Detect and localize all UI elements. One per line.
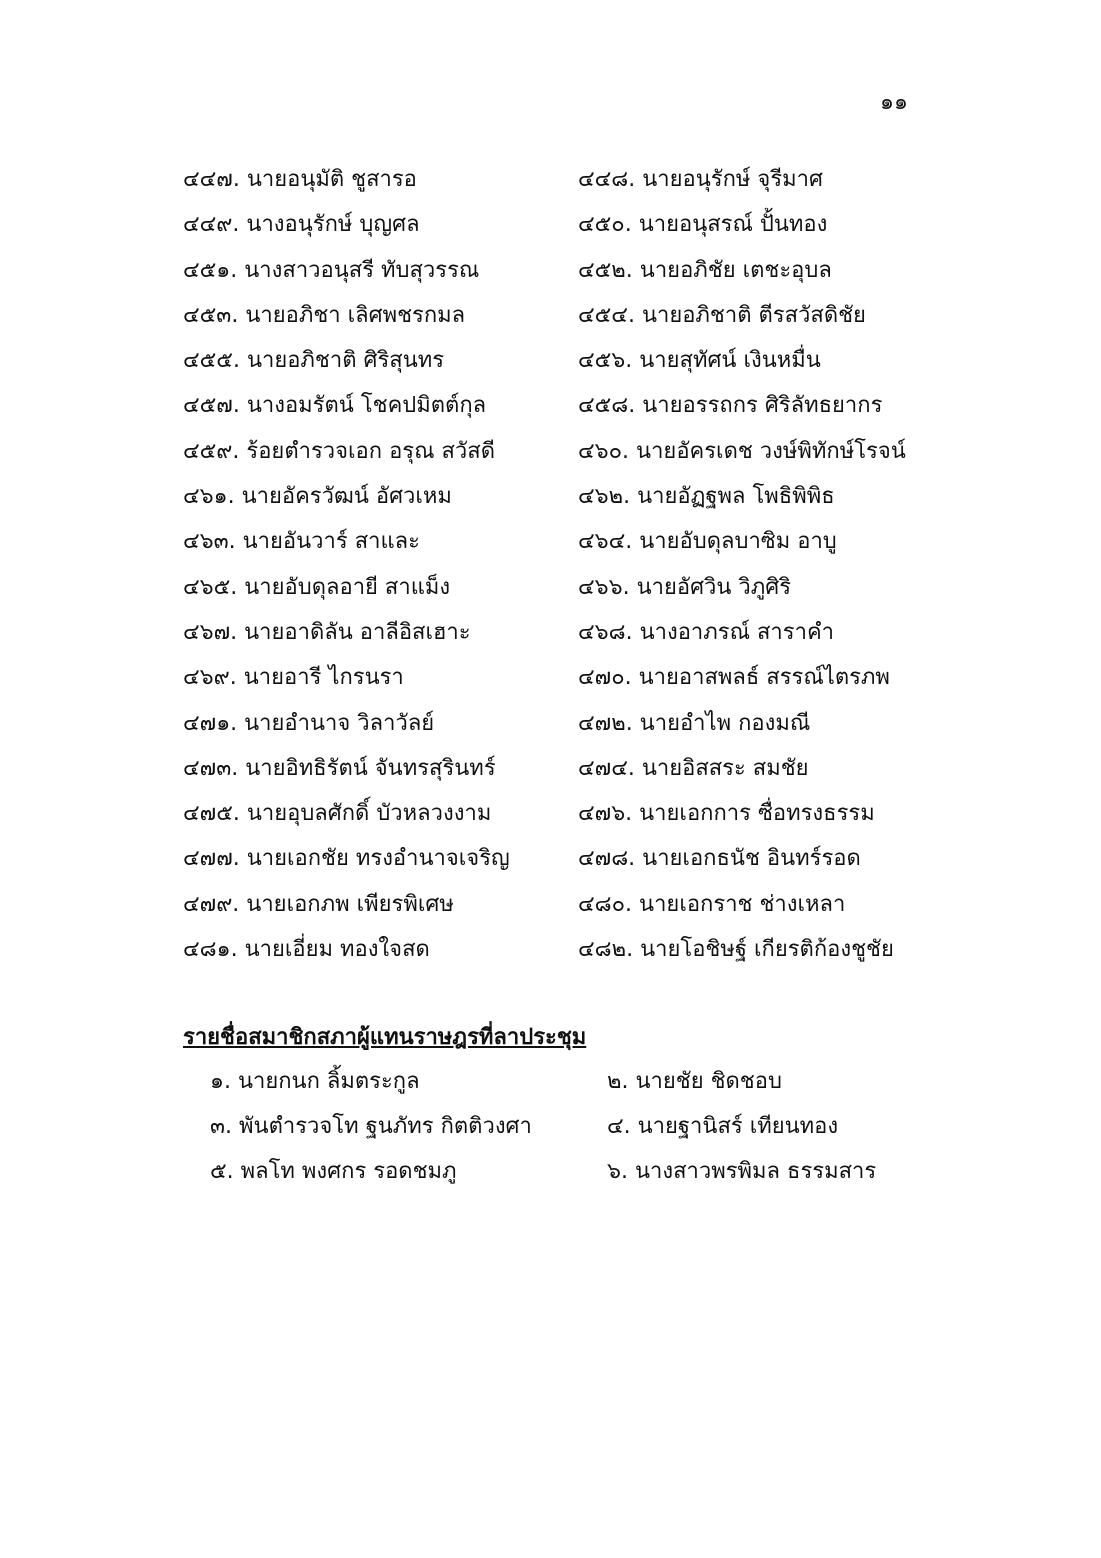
list-row [0,613,1101,658]
list-item: ๔๗๐. นายอาสพลธ์ สรรณ์ไตรภพ [578,665,890,691]
list-item: ๔๕๓. นายอภิชา เลิศพชรกมล [183,302,466,328]
list-item: ๔๖๔. นายอับดุลบาซิม อาบู [578,529,837,555]
list-row [0,522,1101,567]
list-item: ๔๗๗. นายเอกชัย ทรงอำนาจเจริญ [183,846,510,872]
list-row [0,205,1101,250]
list-item: ๔๖๙. นายอารี ไกรนรา [183,665,404,691]
list-row [0,704,1101,749]
list-row [0,477,1101,522]
list-item: ๔๖๑. นายอัครวัฒน์ อัศวเหม [183,484,452,510]
list-item: ๔๘๑. นายเอี่ยม ทองใจสด [183,937,430,963]
list-row [0,885,1101,930]
list-item: ๔๗๘. นายเอกธนัช อินทร์รอด [578,846,861,872]
list-item: ๔๕๙. ร้อยตำรวจเอก อรุณ สวัสดี [183,438,495,464]
absent-section-title: รายชื่อสมาชิกสภาผู้แทนราษฎรที่ลาประชุม [183,1025,587,1050]
list-row [0,794,1101,839]
list-row [0,749,1101,794]
list-item: ๔๗๔. นายอิสสระ สมชัย [578,755,809,781]
list-item: ๖. นางสาวพรพิมล ธรรมสาร [607,1159,877,1184]
list-item: ๔๖๖. นายอัศวิน วิภูศิริ [578,574,792,600]
list-row [0,1062,1101,1107]
list-item: ๔๔๘. นายอนุรักษ์ จุรีมาศ [578,167,823,192]
list-item: ๔๘๒. นายโอชิษฐ์ เกียรติก้องชูชัย [578,937,894,963]
list-item: ๔๘๐. นายเอกราช ช่างเหลา [578,891,846,917]
list-item: ๔๕๕. นายอภิชาติ ศิริสุนทร [183,348,445,374]
list-item: ๔๕๒. นายอภิชัย เตชะอุบล [578,257,832,283]
list-item: ๔๗๙. นายเอกภพ เพียรพิเศษ [183,891,454,917]
list-item: ๔๗๓. นายอิทธิรัตน์ จันทรสุรินทร์ [183,755,496,781]
list-row [0,568,1101,613]
list-item: ๔๖๐. นายอัครเดช วงษ์พิทักษ์โรจน์ [578,438,906,464]
list-item: ๔๕๐. นายอนุสรณ์ ปั้นทอง [578,212,828,238]
list-row [0,251,1101,296]
list-item: ๑. นายกนก ลิ้มตระกูล [210,1069,420,1094]
list-row [0,1107,1101,1152]
list-item: ๔๔๗. นายอนุมัติ ชูสารอ [183,167,417,192]
list-item: ๒. นายชัย ชิดชอบ [607,1069,782,1094]
list-item: ๔๖๓. นายอันวาร์ สาและ [183,529,420,555]
list-item: ๔๖๕. นายอับดุลอายี สาแม็ง [183,574,451,600]
attendee-list [0,160,1101,975]
list-row [0,160,1101,205]
list-item: ๔๔๙. นางอนุรักษ์ บุญศล [183,212,420,238]
list-item: ๔๖๘. นางอาภรณ์ สาราคำ [578,619,835,645]
list-item: ๔๕๔. นายอภิชาติ ตีรสวัสดิชัย [578,302,866,328]
list-row [0,658,1101,703]
list-row [0,296,1101,341]
list-item: ๔๕๘. นายอรรถกร ศิริลัทธยากร [578,393,883,419]
list-row [0,386,1101,431]
list-item: ๔๖๗. นายอาดิลัน อาลีอิสเฮาะ [183,619,471,645]
list-item: ๔๕๗. นางอมรัตน์ โชคปมิตต์กุล [183,393,487,419]
list-item: ๔๖๒. นายอัฏฐพล โพธิพิพิธ [578,484,835,510]
list-item: ๔๗๒. นายอำไพ กองมณี [578,710,811,736]
list-item: ๔. นายฐานิสร์ เทียนทอง [607,1114,839,1139]
list-row [0,1152,1101,1197]
list-row [0,839,1101,884]
list-row [0,930,1101,975]
list-item: ๔๕๖. นายสุทัศน์ เงินหมื่น [578,348,821,374]
list-item: ๔๗๕. นายอุบลศักดิ์ บัวหลวงงาม [183,801,492,827]
list-item: ๔๗๑. นายอำนาจ วิลาวัลย์ [183,710,435,736]
list-item: ๔๕๑. นางสาวอนุสรี ทับสุวรรณ [183,257,480,283]
list-item: ๔๗๖. นายเอกการ ซื่อทรงธรรม [578,801,875,827]
absent-list [0,1062,1101,1197]
list-item: ๓. พันตำรวจโท ฐนภัทร กิตติวงศา [210,1114,532,1139]
page-number: ๑๑ [880,90,908,115]
list-row [0,341,1101,386]
list-row [0,432,1101,477]
list-item: ๕. พลโท พงศกร รอดชมภู [210,1159,457,1184]
